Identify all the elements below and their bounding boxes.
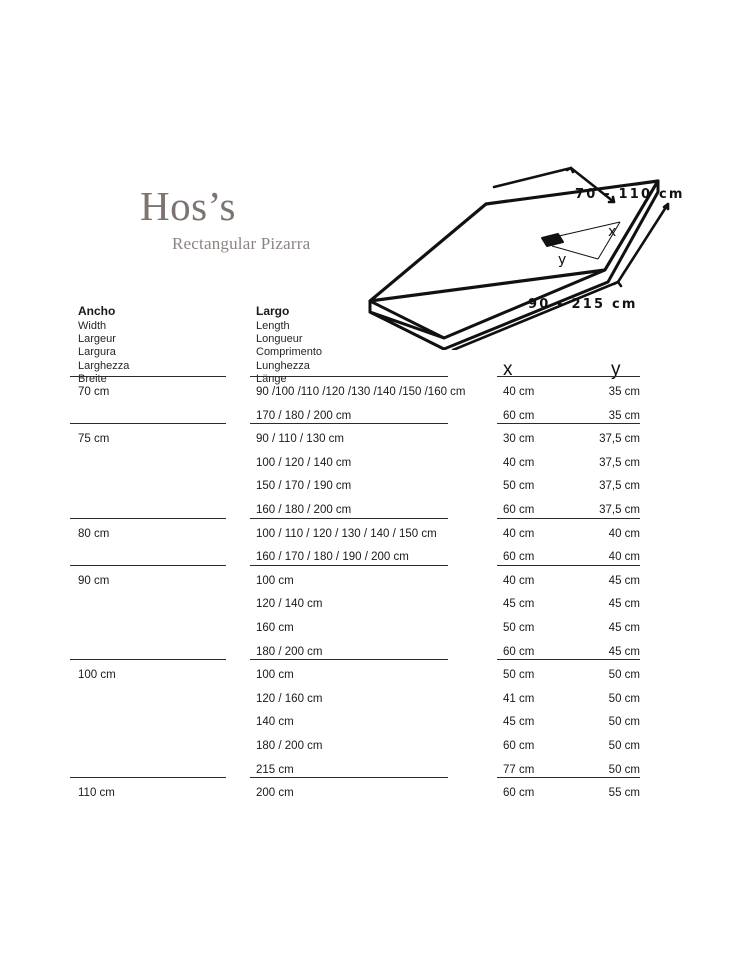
- ancho-cell-5: 110 cm: [78, 787, 115, 800]
- x-cell-5-0: 60 cm: [503, 787, 535, 800]
- group-divider-rule: [70, 423, 226, 424]
- group-divider-rule: [497, 565, 640, 566]
- y-axis-label: y: [558, 252, 567, 268]
- ancho-translation-1: Largeur: [78, 333, 116, 346]
- y-cell-4-1: 50 cm: [608, 692, 640, 705]
- largo-cell-0-0: 90 /100 /110 /120 /130 /140 /150 /160 cm: [256, 386, 466, 398]
- x-cell-4-0: 50 cm: [503, 669, 535, 682]
- y-cell-5-0: 55 cm: [608, 787, 640, 800]
- group-divider-rule: [70, 518, 226, 519]
- largo-translation-0: Length: [256, 320, 290, 332]
- shower-tray-isometric-drawing: [358, 160, 733, 350]
- x-axis-label: x: [608, 224, 617, 240]
- group-divider-rule: [497, 777, 640, 778]
- ancho-cell-2: 80 cm: [78, 527, 110, 540]
- y-cell-1-2: 37,5 cm: [599, 480, 640, 493]
- largo-column-heading: [256, 304, 322, 386]
- x-cell-1-2: 50 cm: [503, 480, 535, 493]
- largo-cell-3-2: 160 cm: [256, 622, 294, 634]
- ancho-cell-4: 100 cm: [78, 669, 116, 682]
- x-cell-3-1: 45 cm: [503, 598, 535, 611]
- ancho-translation-3: Larghezza: [78, 359, 130, 372]
- y-cell-0-0: 35 cm: [608, 386, 640, 398]
- group-divider-rule: [70, 659, 226, 660]
- group-divider-rule: [70, 565, 226, 566]
- largo-cell-3-1: 120 / 140 cm: [256, 598, 323, 611]
- ancho-cell-0: 70 cm: [78, 386, 110, 398]
- y-cell-0-1: 35 cm: [608, 409, 640, 422]
- brand-name: Hos’s: [140, 183, 236, 229]
- y-cell-1-3: 37,5 cm: [599, 504, 640, 516]
- group-divider-rule: [250, 565, 448, 566]
- width-dimension-line: [494, 168, 573, 187]
- largo-cell-4-0: 100 cm: [256, 669, 294, 682]
- x-cell-1-0: 30 cm: [503, 433, 535, 446]
- x-cell-4-2: 45 cm: [503, 716, 535, 729]
- largo-cell-4-1: 120 / 160 cm: [256, 692, 323, 705]
- group-divider-rule: [250, 659, 448, 660]
- width-dimension-label: 70 - 110 cm: [575, 187, 685, 202]
- x-cell-3-0: 40 cm: [503, 574, 535, 587]
- largo-title: Largo: [256, 304, 290, 318]
- y-cell-3-0: 45 cm: [608, 574, 640, 587]
- x-cell-1-3: 60 cm: [503, 504, 535, 516]
- y-cell-4-0: 50 cm: [608, 669, 640, 682]
- x-cell-4-1: 41 cm: [503, 692, 535, 705]
- group-divider-rule: [497, 659, 640, 660]
- largo-cell-2-0: 100 / 110 / 120 / 130 / 140 / 150 cm: [256, 527, 437, 540]
- largo-cell-0-1: 170 / 180 / 200 cm: [256, 409, 352, 422]
- y-cell-3-1: 45 cm: [608, 598, 640, 611]
- largo-cell-4-3: 180 / 200 cm: [256, 740, 323, 752]
- x-cell-2-1: 60 cm: [503, 551, 535, 564]
- largo-cell-3-0: 100 cm: [256, 574, 294, 587]
- largo-translation-3: Lunghezza: [256, 359, 310, 372]
- y-cell-3-3: 45 cm: [608, 645, 640, 658]
- group-divider-rule: [497, 423, 640, 424]
- y-cell-1-0: 37,5 cm: [599, 433, 640, 446]
- largo-cell-1-0: 90 / 110 / 130 cm: [256, 433, 345, 446]
- x-cell-3-2: 50 cm: [503, 622, 535, 634]
- largo-translation-1: Longueur: [256, 333, 303, 346]
- ancho-cell-1: 75 cm: [78, 433, 110, 446]
- largo-cell-1-1: 100 / 120 / 140 cm: [256, 456, 352, 469]
- x-cell-3-3: 60 cm: [503, 645, 535, 658]
- x-cell-1-1: 40 cm: [503, 456, 535, 469]
- brand-subtitle: Rectangular Pizarra: [172, 234, 311, 253]
- length-dimension-line: [453, 282, 621, 350]
- ancho-title: Ancho: [78, 304, 116, 318]
- group-divider-rule: [250, 777, 448, 778]
- largo-cell-2-1: 160 / 170 / 180 / 190 / 200 cm: [256, 551, 409, 564]
- group-divider-rule: [250, 518, 448, 519]
- y-column-heading: y: [611, 359, 621, 380]
- y-cell-2-1: 40 cm: [608, 551, 640, 564]
- ancho-translation-2: Largura: [78, 346, 116, 359]
- y-cell-4-4: 50 cm: [608, 763, 640, 776]
- largo-cell-1-2: 150 / 170 / 190 cm: [256, 480, 352, 493]
- largo-cell-5-0: 200 cm: [256, 787, 294, 800]
- y-cell-4-3: 50 cm: [608, 740, 640, 752]
- x-column-heading: x: [503, 359, 513, 380]
- largo-cell-1-3: 160 / 180 / 200 cm: [256, 504, 352, 516]
- group-divider-rule: [250, 376, 448, 377]
- y-cell-3-2: 45 cm: [608, 622, 640, 634]
- y-cell-4-2: 50 cm: [608, 716, 640, 729]
- largo-translation-4: Länge: [256, 372, 287, 385]
- ancho-cell-3: 90 cm: [78, 574, 110, 587]
- ancho-translation-4: Breite: [78, 372, 107, 385]
- group-divider-rule: [70, 376, 226, 377]
- x-cell-4-4: 77 cm: [503, 763, 535, 776]
- x-cell-0-0: 40 cm: [503, 386, 535, 398]
- largo-cell-4-2: 140 cm: [256, 716, 294, 729]
- length-dimension-label: 90 - 215 cm: [528, 297, 638, 312]
- largo-cell-4-4: 215 cm: [256, 763, 294, 776]
- x-cell-2-0: 40 cm: [503, 527, 535, 540]
- group-divider-rule: [70, 777, 226, 778]
- x-cell-0-1: 60 cm: [503, 409, 535, 422]
- ancho-column-heading: [78, 304, 129, 386]
- largo-translation-2: Comprimento: [256, 346, 323, 359]
- ancho-translation-0: Width: [78, 320, 107, 332]
- largo-cell-3-3: 180 / 200 cm: [256, 645, 323, 658]
- group-divider-rule: [497, 376, 640, 377]
- group-divider-rule: [250, 423, 448, 424]
- y-cell-2-0: 40 cm: [608, 527, 640, 540]
- y-cell-1-1: 37,5 cm: [599, 456, 640, 469]
- x-cell-4-3: 60 cm: [503, 740, 535, 752]
- group-divider-rule: [497, 518, 640, 519]
